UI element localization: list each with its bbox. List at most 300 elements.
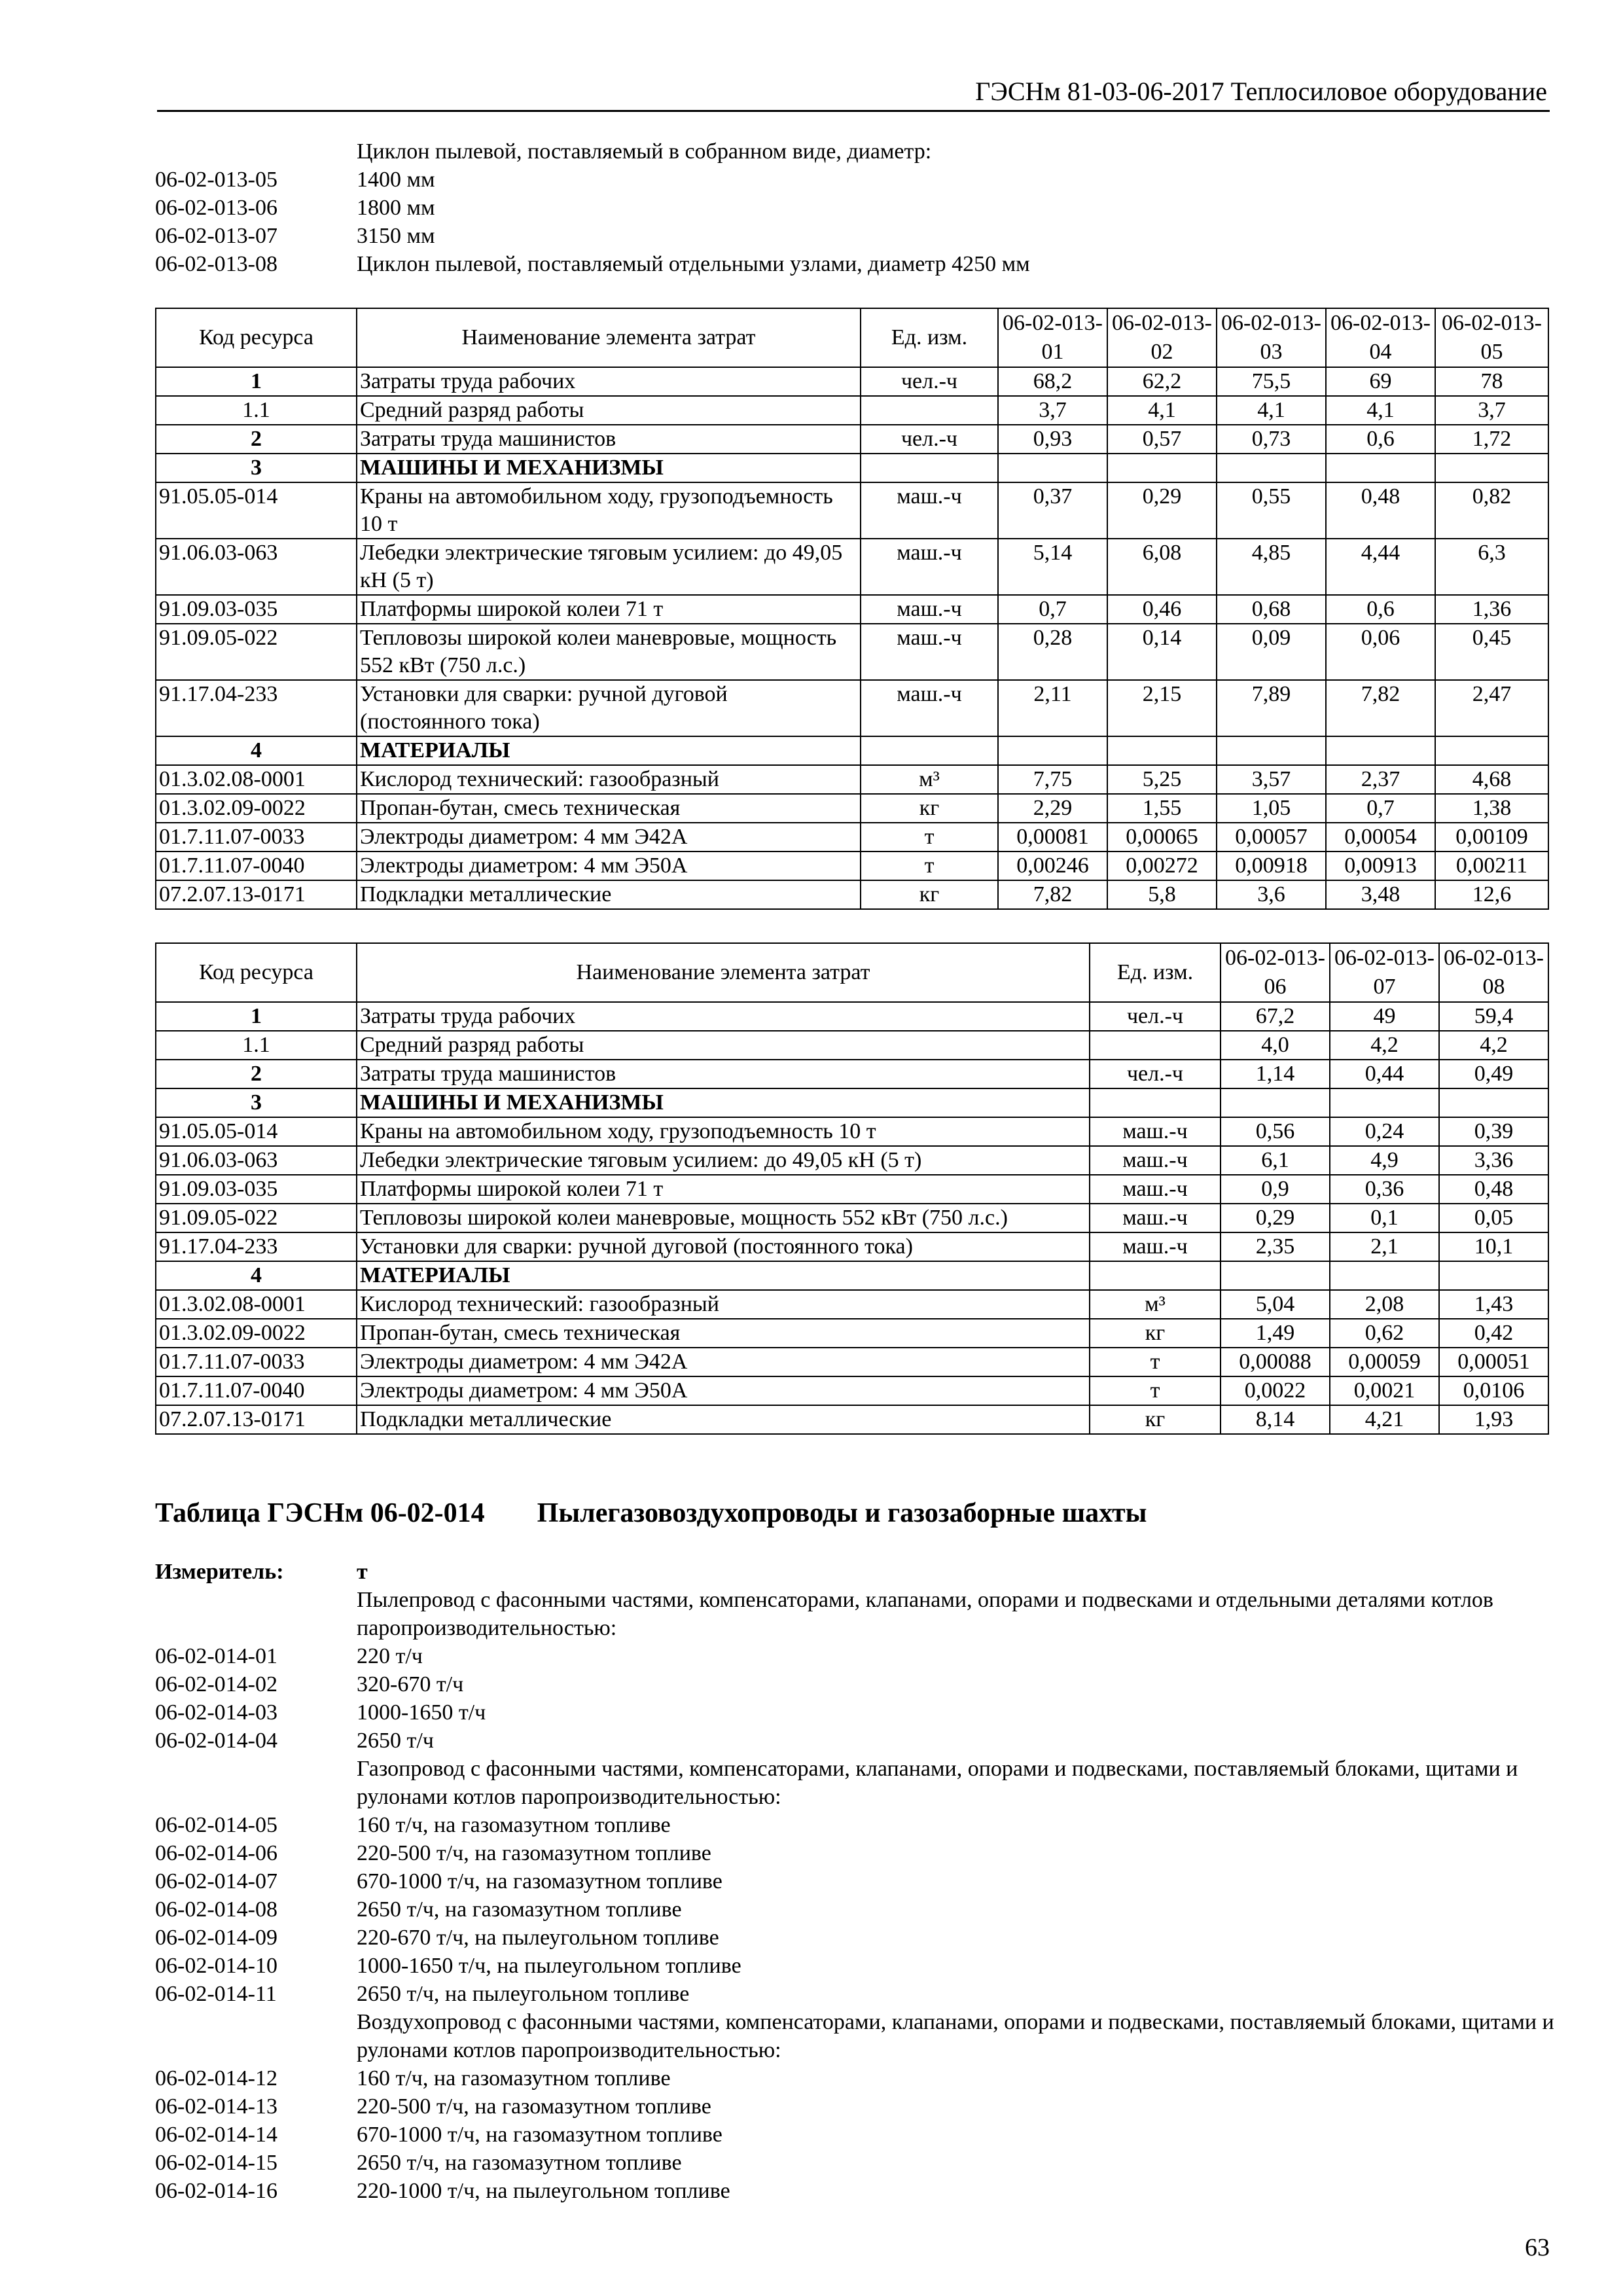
unit: т [861,852,998,880]
item-text: Пылепровод с фасонными частями, компенсаторами, клапанами, опорами и подвесками и отдельными деталями котлов паропроизводительностью: [357,1588,1493,1640]
resource-name: Платформы широкой колеи 71 т [357,595,861,624]
value [1107,736,1217,765]
value: 4,85 [1217,539,1326,595]
value: 0,7 [1326,794,1435,823]
value: 6,3 [1435,539,1548,595]
value: 10,1 [1439,1232,1548,1261]
table-row [156,1319,1548,1348]
value: 4,1 [1326,396,1435,425]
value: 4,21 [1330,1405,1439,1434]
value [1326,454,1435,482]
column-header: Код ресурса [156,943,357,1002]
table-row [156,1405,1548,1434]
table-title-code: Таблица ГЭСНм 06-02-014 [155,1498,485,1528]
value [1439,1261,1548,1290]
value: 68,2 [998,367,1107,396]
resource-name: Средний разряд работы [357,396,861,425]
unit: кг [1090,1319,1221,1348]
item-code: 06-02-014-12 [155,2066,277,2090]
value: 0,14 [1107,624,1217,680]
item-text: 1800 мм [357,196,435,220]
resource-code: 91.06.03-063 [156,539,357,595]
value: 4,44 [1326,539,1435,595]
value: 0,39 [1439,1117,1548,1146]
unit [861,454,998,482]
item-code: 06-02-014-07 [155,1869,277,1893]
measure-value: т [357,1560,368,1584]
unit: т [1090,1376,1221,1405]
value: 3,57 [1217,765,1326,794]
value: 0,6 [1326,595,1435,624]
unit: маш.-ч [861,482,998,539]
value: 49 [1330,1002,1439,1031]
resource-code: 91.09.05-022 [156,1204,357,1232]
value: 0,29 [1221,1204,1330,1232]
resource-name: Электроды диаметром: 4 мм Э50А [357,852,861,880]
resource-name: Лебедки электрические тяговым усилием: до 49,05 кН (5 т) [357,539,861,595]
item-text: 220 т/ч [357,1644,423,1668]
resource-name: Электроды диаметром: 4 мм Э50А [357,1376,1090,1405]
column-header: Ед. изм. [861,308,998,367]
unit: маш.-ч [861,680,998,736]
value: 0,00065 [1107,823,1217,852]
value: 0,00272 [1107,852,1217,880]
value: 0,00211 [1435,852,1548,880]
unit: м³ [861,765,998,794]
unit: чел.-ч [861,367,998,396]
table-row [156,1117,1548,1146]
value: 2,35 [1221,1232,1330,1261]
running-header [157,73,1550,112]
value [1330,1088,1439,1117]
table-row [156,539,1548,595]
unit: т [1090,1348,1221,1376]
value: 0,6 [1326,425,1435,454]
unit: чел.-ч [1090,1060,1221,1088]
item-text: 2650 т/ч, на пылеугольном топливе [357,1982,690,2006]
table-row [156,454,1548,482]
resource-code: 01.3.02.09-0022 [156,794,357,823]
unit: маш.-ч [861,539,998,595]
unit [1090,1031,1221,1060]
table-row [156,1204,1548,1232]
item-text: 220-670 т/ч, на пылеугольном топливе [357,1926,719,1950]
resource-code: 91.17.04-233 [156,1232,357,1261]
resource-name: Лебедки электрические тяговым усилием: до 49,05 кН (5 т) [357,1146,1090,1175]
value: 0,00059 [1330,1348,1439,1376]
resource-name: Электроды диаметром: 4 мм Э42А [357,1348,1090,1376]
unit: маш.-ч [1090,1232,1221,1261]
table-title [155,1498,1147,1529]
value [1326,736,1435,765]
item-text: 160 т/ч, на газомазутном топливе [357,1813,671,1837]
table-row [156,624,1548,680]
resource-table-1 [155,308,1549,910]
unit: маш.-ч [1090,1175,1221,1204]
table-title-name: Пылегазовоздухопроводы и газозаборные шахты [537,1498,1147,1528]
unit: чел.-ч [1090,1002,1221,1031]
resource-name: МАТЕРИАЛЫ [357,1261,1090,1290]
value: 3,7 [998,396,1107,425]
value: 0,46 [1107,595,1217,624]
resource-code: 01.3.02.09-0022 [156,1319,357,1348]
value: 0,00246 [998,852,1107,880]
value: 7,82 [998,880,1107,909]
value [1435,454,1548,482]
unit: маш.-ч [861,624,998,680]
unit: маш.-ч [861,595,998,624]
unit [1090,1261,1221,1290]
value: 2,47 [1435,680,1548,736]
resource-code: 91.05.05-014 [156,482,357,539]
value: 2,29 [998,794,1107,823]
header-title: ГЭСНм 81-03-06-2017 Теплосиловое оборудование [975,77,1547,106]
resource-name: МАШИНЫ И МЕХАНИЗМЫ [357,1088,1090,1117]
item-text: 320-670 т/ч [357,1672,464,1696]
resource-name: Подкладки металлические [357,880,861,909]
value: 0,9 [1221,1175,1330,1204]
value: 1,38 [1435,794,1548,823]
unit: кг [861,794,998,823]
table-row [156,1146,1548,1175]
item-text: 2650 т/ч, на газомазутном топливе [357,1897,682,1922]
value: 59,4 [1439,1002,1548,1031]
value: 2,08 [1330,1290,1439,1319]
unit: чел.-ч [861,425,998,454]
resource-code: 01.7.11.07-0033 [156,823,357,852]
item-text: 670-1000 т/ч, на газомазутном топливе [357,2123,722,2147]
item-code: 06-02-013-05 [155,168,277,192]
value: 0,48 [1326,482,1435,539]
value: 0,24 [1330,1117,1439,1146]
value: 5,25 [1107,765,1217,794]
value: 0,0021 [1330,1376,1439,1405]
column-header: 06-02-013-07 [1330,943,1439,1002]
value: 3,7 [1435,396,1548,425]
value: 0,45 [1435,624,1548,680]
resource-name: Краны на автомобильном ходу, грузоподъемность 10 т [357,482,861,539]
value: 0,73 [1217,425,1326,454]
resource-name: Средний разряд работы [357,1031,1090,1060]
item-text: 670-1000 т/ч, на газомазутном топливе [357,1869,722,1893]
item-text: Газопровод с фасонными частями, компенсаторами, клапанами, опорами и подвесками, поставляемый блоками, щитами и рулонами котлов паропроизводительностью: [357,1757,1518,1809]
value: 4,1 [1107,396,1217,425]
item-code: 06-02-014-09 [155,1926,277,1950]
value: 0,44 [1330,1060,1439,1088]
value: 2,1 [1330,1232,1439,1261]
resource-name: Электроды диаметром: 4 мм Э42А [357,823,861,852]
value: 4,1 [1217,396,1326,425]
item-code: 06-02-014-01 [155,1644,277,1668]
table-row [156,1088,1548,1117]
value: 4,0 [1221,1031,1330,1060]
value: 3,36 [1439,1146,1548,1175]
value: 0,0022 [1221,1376,1330,1405]
value: 7,75 [998,765,1107,794]
item-code: 06-02-013-08 [155,252,277,276]
resource-code: 91.06.03-063 [156,1146,357,1175]
value: 0,00081 [998,823,1107,852]
table-row [156,880,1548,909]
resource-code: 91.05.05-014 [156,1117,357,1146]
value: 5,14 [998,539,1107,595]
table-row [156,1031,1548,1060]
unit: кг [1090,1405,1221,1434]
value: 1,43 [1439,1290,1548,1319]
resource-code: 1.1 [156,1031,357,1060]
value: 0,93 [998,425,1107,454]
resource-code: 07.2.07.13-0171 [156,880,357,909]
column-header: 06-02-013-06 [1221,943,1330,1002]
resource-name: МАТЕРИАЛЫ [357,736,861,765]
item-text: 1000-1650 т/ч [357,1700,486,1725]
resource-name: Тепловозы широкой колеи маневровые, мощность 552 кВт (750 л.с.) [357,624,861,680]
resource-name: Пропан-бутан, смесь техническая [357,794,861,823]
value: 0,57 [1107,425,1217,454]
value [1217,736,1326,765]
column-header: Код ресурса [156,308,357,367]
resource-code: 2 [156,1060,357,1088]
list-intro: Циклон пылевой, поставляемый в собранном виде, диаметр: [357,139,932,164]
value: 0,00054 [1326,823,1435,852]
table-row [156,680,1548,736]
table-row [156,482,1548,539]
item-code: 06-02-014-02 [155,1672,277,1696]
resource-code: 91.17.04-233 [156,680,357,736]
table-row [156,852,1548,880]
value [1221,1088,1330,1117]
value: 4,2 [1439,1031,1548,1060]
value: 5,8 [1107,880,1217,909]
resource-code: 3 [156,1088,357,1117]
item-code: 06-02-014-13 [155,2094,277,2119]
item-text: 3150 мм [357,224,435,248]
value: 6,1 [1221,1146,1330,1175]
item-code: 06-02-014-08 [155,1897,277,1922]
unit: м³ [1090,1290,1221,1319]
item-text: 220-500 т/ч, на газомазутном топливе [357,2094,711,2119]
value: 75,5 [1217,367,1326,396]
resource-name: Кислород технический: газообразный [357,765,861,794]
resource-name: Платформы широкой колеи 71 т [357,1175,1090,1204]
value: 0,00918 [1217,852,1326,880]
value: 2,11 [998,680,1107,736]
resource-code: 91.09.03-035 [156,595,357,624]
table-row [156,1348,1548,1376]
item-code: 06-02-014-10 [155,1954,277,1978]
column-header: 06-02-013-05 [1435,308,1548,367]
table-row [156,367,1548,396]
item-code: 06-02-014-06 [155,1841,277,1865]
value: 1,93 [1439,1405,1548,1434]
value: 0,00913 [1326,852,1435,880]
value: 0,49 [1439,1060,1548,1088]
value: 0,48 [1439,1175,1548,1204]
column-header: 06-02-013-03 [1217,308,1326,367]
value: 62,2 [1107,367,1217,396]
resource-name: Кислород технический: газообразный [357,1290,1090,1319]
resource-name: Затраты труда машинистов [357,425,861,454]
resource-name: Тепловозы широкой колеи маневровые, мощность 552 кВт (750 л.с.) [357,1204,1090,1232]
resource-code: 4 [156,1261,357,1290]
resource-code: 91.09.03-035 [156,1175,357,1204]
resource-name: Затраты труда рабочих [357,367,861,396]
value: 0,0106 [1439,1376,1548,1405]
unit: маш.-ч [1090,1117,1221,1146]
item-text: Циклон пылевой, поставляемый отдельными узлами, диаметр 4250 мм [357,252,1030,276]
value: 0,1 [1330,1204,1439,1232]
resource-name: Затраты труда рабочих [357,1002,1090,1031]
value: 1,05 [1217,794,1326,823]
item-code: 06-02-014-14 [155,2123,277,2147]
column-header: 06-02-013-04 [1326,308,1435,367]
value: 4,68 [1435,765,1548,794]
resource-name: Установки для сварки: ручной дуговой (постоянного тока) [357,1232,1090,1261]
table-row [156,1175,1548,1204]
table-row [156,823,1548,852]
resource-code: 91.09.05-022 [156,624,357,680]
table-row [156,396,1548,425]
value: 0,7 [998,595,1107,624]
column-header: Ед. изм. [1090,943,1221,1002]
unit: кг [861,880,998,909]
value: 12,6 [1435,880,1548,909]
value: 0,42 [1439,1319,1548,1348]
value: 0,00088 [1221,1348,1330,1376]
resource-code: 1.1 [156,396,357,425]
item-text: 160 т/ч, на газомазутном топливе [357,2066,671,2090]
table-row [156,1261,1548,1290]
unit: маш.-ч [1090,1146,1221,1175]
table-row [156,425,1548,454]
resource-name: Установки для сварки: ручной дуговой (постоянного тока) [357,680,861,736]
table-row [156,736,1548,765]
value [1439,1088,1548,1117]
item-code: 06-02-013-07 [155,224,277,248]
resource-code: 01.3.02.08-0001 [156,765,357,794]
resource-code: 1 [156,367,357,396]
value: 0,00057 [1217,823,1326,852]
value: 2,15 [1107,680,1217,736]
value: 6,08 [1107,539,1217,595]
unit: т [861,823,998,852]
value [1435,736,1548,765]
value: 3,6 [1217,880,1326,909]
value: 3,48 [1326,880,1435,909]
value: 4,2 [1330,1031,1439,1060]
unit: маш.-ч [1090,1204,1221,1232]
value: 0,00051 [1439,1348,1548,1376]
item-code: 06-02-014-03 [155,1700,277,1725]
value: 0,05 [1439,1204,1548,1232]
resource-code: 4 [156,736,357,765]
resource-code: 01.7.11.07-0040 [156,1376,357,1405]
table-row [156,1002,1548,1031]
table-row [156,1290,1548,1319]
unit [1090,1088,1221,1117]
value: 1,49 [1221,1319,1330,1348]
item-text: 220-500 т/ч, на газомазутном топливе [357,1841,711,1865]
resource-name: Затраты труда машинистов [357,1060,1090,1088]
value: 0,00109 [1435,823,1548,852]
item-text: Воздухопровод с фасонными частями, компенсаторами, клапанами, опорами и подвесками, поставляемый блоками, щитами и рулонами котлов паропроизводительностью: [357,2010,1554,2062]
value [1221,1261,1330,1290]
value: 1,14 [1221,1060,1330,1088]
table-row [156,1060,1548,1088]
value: 5,04 [1221,1290,1330,1319]
column-header: 06-02-013-01 [998,308,1107,367]
item-text: 2650 т/ч, на газомазутном топливе [357,2151,682,2175]
resource-name: Пропан-бутан, смесь техническая [357,1319,1090,1348]
item-code: 06-02-014-05 [155,1813,277,1837]
resource-code: 01.7.11.07-0040 [156,852,357,880]
value: 0,09 [1217,624,1326,680]
value [1217,454,1326,482]
value: 69 [1326,367,1435,396]
resource-name: Краны на автомобильном ходу, грузоподъемность 10 т [357,1117,1090,1146]
value: 7,89 [1217,680,1326,736]
value: 0,37 [998,482,1107,539]
value: 2,37 [1326,765,1435,794]
resource-table-2 [155,942,1549,1435]
value [998,454,1107,482]
resource-name: Подкладки металлические [357,1405,1090,1434]
value: 1,72 [1435,425,1548,454]
resource-code: 3 [156,454,357,482]
item-code: 06-02-014-04 [155,1729,277,1753]
resource-code: 07.2.07.13-0171 [156,1405,357,1434]
resource-name: МАШИНЫ И МЕХАНИЗМЫ [357,454,861,482]
item-code: 06-02-013-06 [155,196,277,220]
unit [861,736,998,765]
resource-code: 01.7.11.07-0033 [156,1348,357,1376]
column-header: 06-02-013-08 [1439,943,1548,1002]
table-header-row [156,308,1548,367]
table-row [156,794,1548,823]
value: 4,9 [1330,1146,1439,1175]
value: 0,62 [1330,1319,1439,1348]
value: 0,56 [1221,1117,1330,1146]
value: 0,55 [1217,482,1326,539]
table-row [156,765,1548,794]
value: 67,2 [1221,1002,1330,1031]
measure-label: Измеритель: [155,1560,284,1584]
resource-code: 1 [156,1002,357,1031]
unit [861,396,998,425]
value: 8,14 [1221,1405,1330,1434]
table-row [156,595,1548,624]
item-code: 06-02-014-16 [155,2179,277,2203]
value: 0,36 [1330,1175,1439,1204]
value: 0,29 [1107,482,1217,539]
value: 0,82 [1435,482,1548,539]
resource-code: 01.3.02.08-0001 [156,1290,357,1319]
column-header: Наименование элемента затрат [357,308,861,367]
value: 78 [1435,367,1548,396]
item-text: 2650 т/ч [357,1729,434,1753]
value: 0,68 [1217,595,1326,624]
page-number: 63 [1525,2234,1550,2261]
item-code: 06-02-014-11 [155,1982,277,2006]
value: 1,55 [1107,794,1217,823]
table-row [156,1376,1548,1405]
value: 0,28 [998,624,1107,680]
item-code: 06-02-014-15 [155,2151,277,2175]
resource-code: 2 [156,425,357,454]
value [998,736,1107,765]
table-row [156,1232,1548,1261]
item-text: 1400 мм [357,168,435,192]
